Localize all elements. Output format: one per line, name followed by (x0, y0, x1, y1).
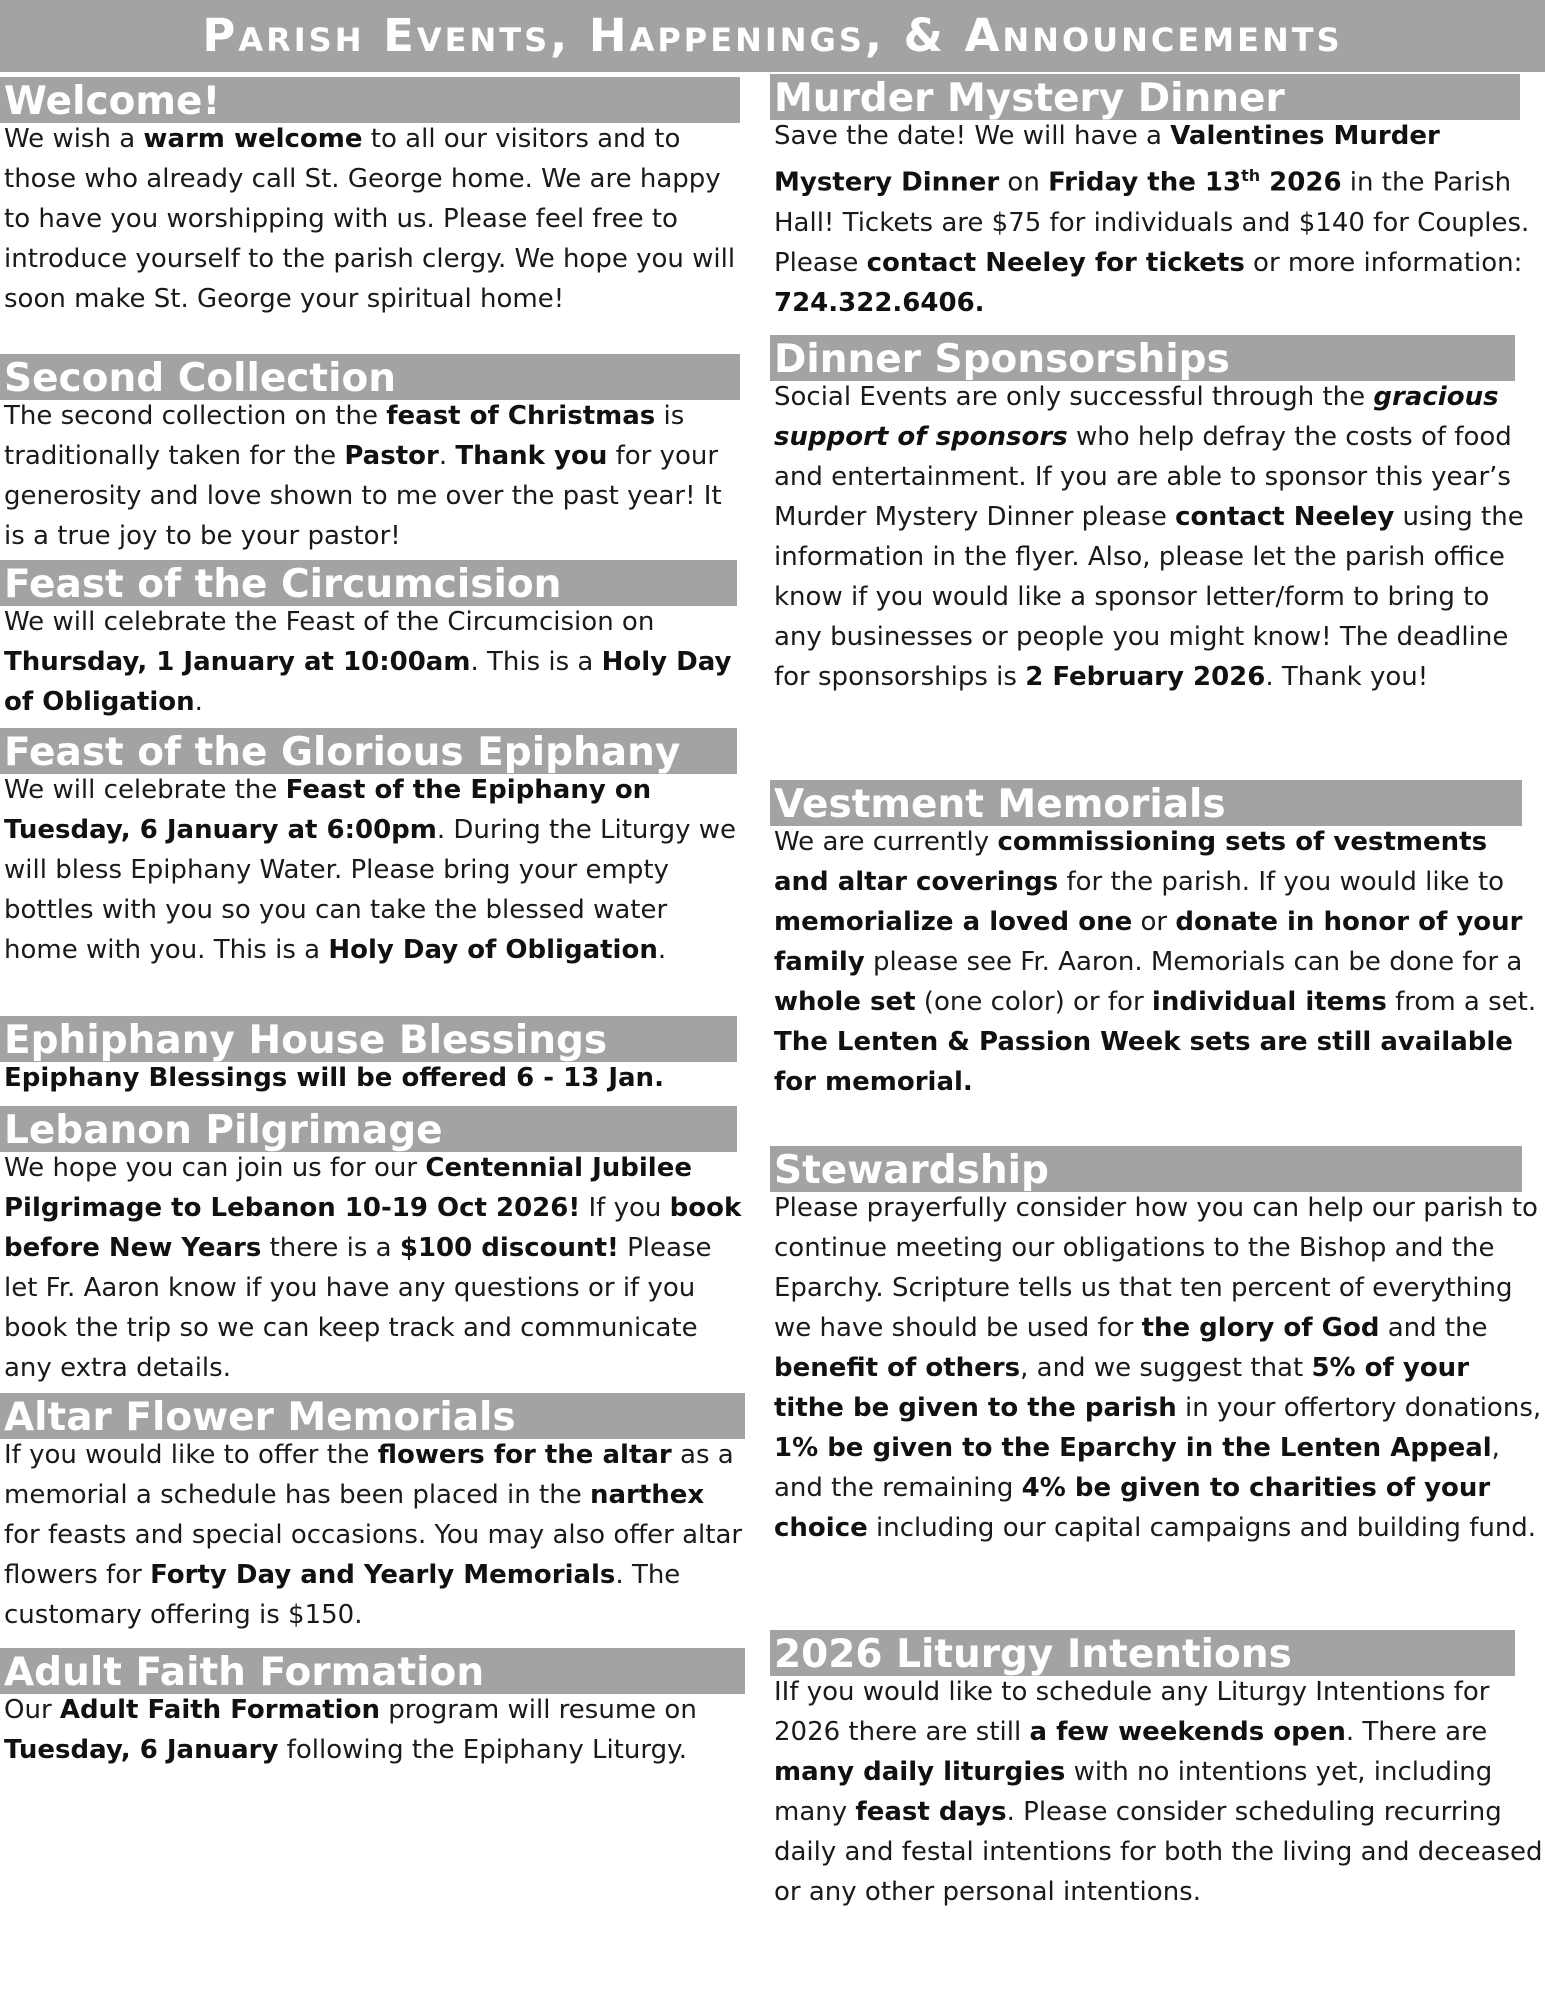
body-text: The second collection on the (4, 401, 387, 431)
body-text: Save the date! We will have a (774, 121, 1171, 151)
emphasis-text: Adult Faith Formation (59, 1695, 380, 1725)
section-heading: 2026 Liturgy Intentions (770, 1630, 1515, 1676)
section-heading: Ephiphany House Blessings (0, 1016, 737, 1062)
section-body (770, 116, 1545, 323)
section-stewardship (770, 1146, 1545, 1548)
section-body (770, 1188, 1545, 1548)
body-text: . The customary offering is $150. (4, 1560, 681, 1630)
emphasis-text: Friday the 13 (1048, 167, 1242, 198)
emphasis-text: The Lenten & Passion Week sets are still available for memorial. (774, 1027, 1513, 1097)
body-text: as a memorial a schedule has been placed in the (4, 1440, 734, 1510)
section-body (0, 1058, 750, 1098)
emphasis-text: 2 February 2026 (1025, 662, 1266, 692)
body-text: , and we suggest that (1020, 1353, 1312, 1383)
emphasis-text: 2026 (1260, 167, 1342, 198)
section-lebanon-pilgrimage (0, 1106, 750, 1388)
body-text: We hope you can join us for our (4, 1153, 426, 1183)
body-text: for the parish. If you would like to (1058, 867, 1505, 897)
body-text: . Thank you! (1265, 662, 1429, 692)
emphasis-text: 4% be given to charities of your choice (774, 1473, 1491, 1543)
section-body (0, 602, 750, 722)
section-body (770, 822, 1545, 1102)
body-text: who help defray the costs of food and entertainment. If you are able to sponsor this year’s Murder Mystery Dinner please (774, 422, 1512, 532)
body-text: or (1132, 907, 1176, 937)
body-text: in the Parish Hall! Tickets are $75 for individuals and $140 for Couples. Please (774, 167, 1530, 278)
emphasis-text: Tuesday, 6 January (4, 1735, 279, 1765)
body-text: following the Epiphany Liturgy. (278, 1735, 688, 1765)
emphasis-text: donate in honor of your family (774, 907, 1523, 977)
section-body (0, 1690, 750, 1770)
emphasis-text: 724.322.6406. (774, 287, 985, 318)
body-text: with no intentions yet, including many (774, 1757, 1493, 1827)
emphasis-text: Holy Day of Obligation (4, 647, 732, 717)
emphasis-text: Pastor (344, 441, 439, 471)
page-title: Parish Events, Happenings, & Announcements (0, 0, 1545, 72)
section-heading: Welcome! (0, 77, 740, 123)
emphasis-text: the glory of God (1141, 1313, 1380, 1343)
emphasis-text: feast days (855, 1797, 1007, 1827)
section-heading: Feast of the Circumcision (0, 560, 737, 606)
body-text: or more information: (1244, 247, 1523, 278)
section-body (0, 1435, 750, 1635)
section-altar-flower-memorials (0, 1393, 750, 1635)
body-text: . (657, 935, 667, 965)
section-heading: Adult Faith Formation (0, 1648, 745, 1694)
emphasis-text: book before New Years (4, 1193, 742, 1263)
emphasis-text: $100 discount! (399, 1233, 619, 1263)
emphasis-text: Epiphany Blessings will be offered 6 - 13 Jan. (4, 1063, 664, 1093)
section-heading: Second Collection (0, 354, 740, 400)
body-text: , and the remaining (774, 1433, 1500, 1503)
emphasis-text: Thursday, 1 January at 10:00am (4, 647, 471, 677)
section-heading: Vestment Memorials (770, 780, 1522, 826)
emphasis-text: 1% be given to the Eparchy in the Lenten Appeal (774, 1433, 1492, 1463)
body-text: Please prayerfully consider how you can help our parish to continue meeting our obligations to the Bishop and the Eparchy. Scripture tells us that ten percent of everything we have should be used for (774, 1193, 1538, 1343)
section-heading: Feast of the Glorious Epiphany (0, 728, 737, 774)
emphasis-text: gracious support of sponsors (774, 382, 1499, 452)
body-text: We wish a (4, 124, 144, 154)
section-welcome (0, 77, 750, 319)
body-text: If you would like to offer the (4, 1440, 378, 1470)
section-body (0, 770, 750, 970)
body-text: . (438, 441, 456, 471)
body-text: . (194, 687, 203, 717)
body-text: for your generosity and love shown to me over the past year! It is a true joy to be your pastor! (4, 441, 722, 551)
emphasis-text: whole set (774, 987, 916, 1017)
emphasis-text: commissioning sets of vestments and altar coverings (774, 827, 1488, 897)
body-text: to all our visitors and to those who already call St. George home. We are happy to have you worshipping with us. Please feel free to introduce yourself to the parish clergy. We hope you will soon make St. George your spiritual home! (4, 124, 736, 314)
section-body (0, 119, 750, 319)
body-text: for feasts and special occasions. You may also offer altar flowers for (4, 1520, 743, 1590)
body-text: program will resume on (379, 1695, 697, 1725)
section-ephiphany-house-blessings (0, 1016, 750, 1098)
section-heading: Dinner Sponsorships (770, 335, 1515, 381)
body-text: . This is a (470, 647, 602, 677)
body-text: on (999, 167, 1049, 198)
emphasis-text: feast of Christmas (386, 401, 656, 431)
body-text: . Please consider scheduling recurring daily and festal intentions for both the living and deceased or any other personal intentions. (774, 1797, 1543, 1907)
section-second-collection (0, 354, 750, 556)
body-text: . There are (1345, 1717, 1488, 1747)
emphasis-text: th (1241, 166, 1261, 185)
emphasis-text: Centennial Jubilee Pilgrimage to Lebanon 10-19 Oct 2026! (4, 1153, 692, 1223)
body-text: and the (1379, 1313, 1488, 1343)
body-text: using the information in the flyer. Also, please let the parish office know if you would like a sponsor letter/form to bring to any businesses or people you might know! The deadline for sponsorships is (774, 502, 1524, 692)
body-text: in your offertory donations, (1176, 1393, 1542, 1423)
emphasis-text: a few weekends open (1029, 1717, 1346, 1747)
section-heading: Murder Mystery Dinner (770, 74, 1520, 120)
emphasis-text: memorialize a loved one (774, 907, 1133, 937)
section-body (770, 377, 1545, 697)
emphasis-text: individual items (1151, 987, 1387, 1017)
body-text: . During the Liturgy we will bless Epiphany Water. Please bring your empty bottles with you so you can take the blessed water home with you. This is a (4, 815, 737, 965)
body-text: from a set. (1386, 987, 1537, 1017)
body-text: We will celebrate the (4, 775, 286, 805)
body-text: please see Fr. Aaron. Memorials can be done for a (864, 947, 1523, 977)
emphasis-text: Valentines Murder Mystery Dinner (774, 121, 1440, 198)
emphasis-text: Forty Day and Yearly Memorials (150, 1560, 616, 1590)
section-body (0, 396, 750, 556)
body-text: including our capital campaigns and building fund. (867, 1513, 1537, 1543)
body-text: We are currently (774, 827, 998, 857)
body-text: We will celebrate the Feast of the Circumcision on (4, 607, 655, 637)
section-vestment-memorials (770, 780, 1545, 1102)
body-text: there is a (261, 1233, 400, 1263)
section-heading: Stewardship (770, 1146, 1522, 1192)
section-heading: Lebanon Pilgrimage (0, 1106, 737, 1152)
section-heading: Altar Flower Memorials (0, 1393, 745, 1439)
emphasis-text: narthex (589, 1480, 705, 1510)
section-2026-liturgy-intentions (770, 1630, 1545, 1912)
emphasis-text: flowers for the altar (377, 1440, 672, 1470)
emphasis-text: Feast of the Epiphany on Tuesday, 6 January at 6:00pm (4, 775, 652, 845)
body-text: (one color) or for (915, 987, 1152, 1017)
body-text: IIf you would like to schedule any Liturgy Intentions for 2026 there are still (774, 1677, 1490, 1747)
emphasis-text: contact Neeley (1175, 502, 1395, 532)
section-feast-of-the-circumcision (0, 560, 750, 722)
emphasis-text: Thank you (455, 441, 608, 471)
emphasis-text: Holy Day of Obligation (328, 935, 658, 965)
body-text: If you (580, 1193, 670, 1223)
section-murder-mystery-dinner (770, 74, 1545, 323)
section-body (0, 1148, 750, 1388)
emphasis-text: warm welcome (143, 124, 363, 154)
body-text: is traditionally taken for the (4, 401, 685, 471)
section-dinner-sponsorships (770, 335, 1545, 697)
body-text: Please let Fr. Aaron know if you have any questions or if you book the trip so we can keep track and communicate any extra details. (4, 1233, 712, 1383)
body-text: Social Events are only successful through the (774, 382, 1374, 412)
body-text: Our (4, 1695, 60, 1725)
section-feast-of-the-glorious-epiphany (0, 728, 750, 970)
emphasis-text: 5% of your tithe be given to the parish (774, 1353, 1470, 1423)
emphasis-text: many daily liturgies (774, 1757, 1066, 1787)
section-body (770, 1672, 1545, 1912)
emphasis-text: contact Neeley for tickets (866, 247, 1245, 278)
section-adult-faith-formation (0, 1648, 750, 1770)
emphasis-text: benefit of others (774, 1353, 1021, 1383)
